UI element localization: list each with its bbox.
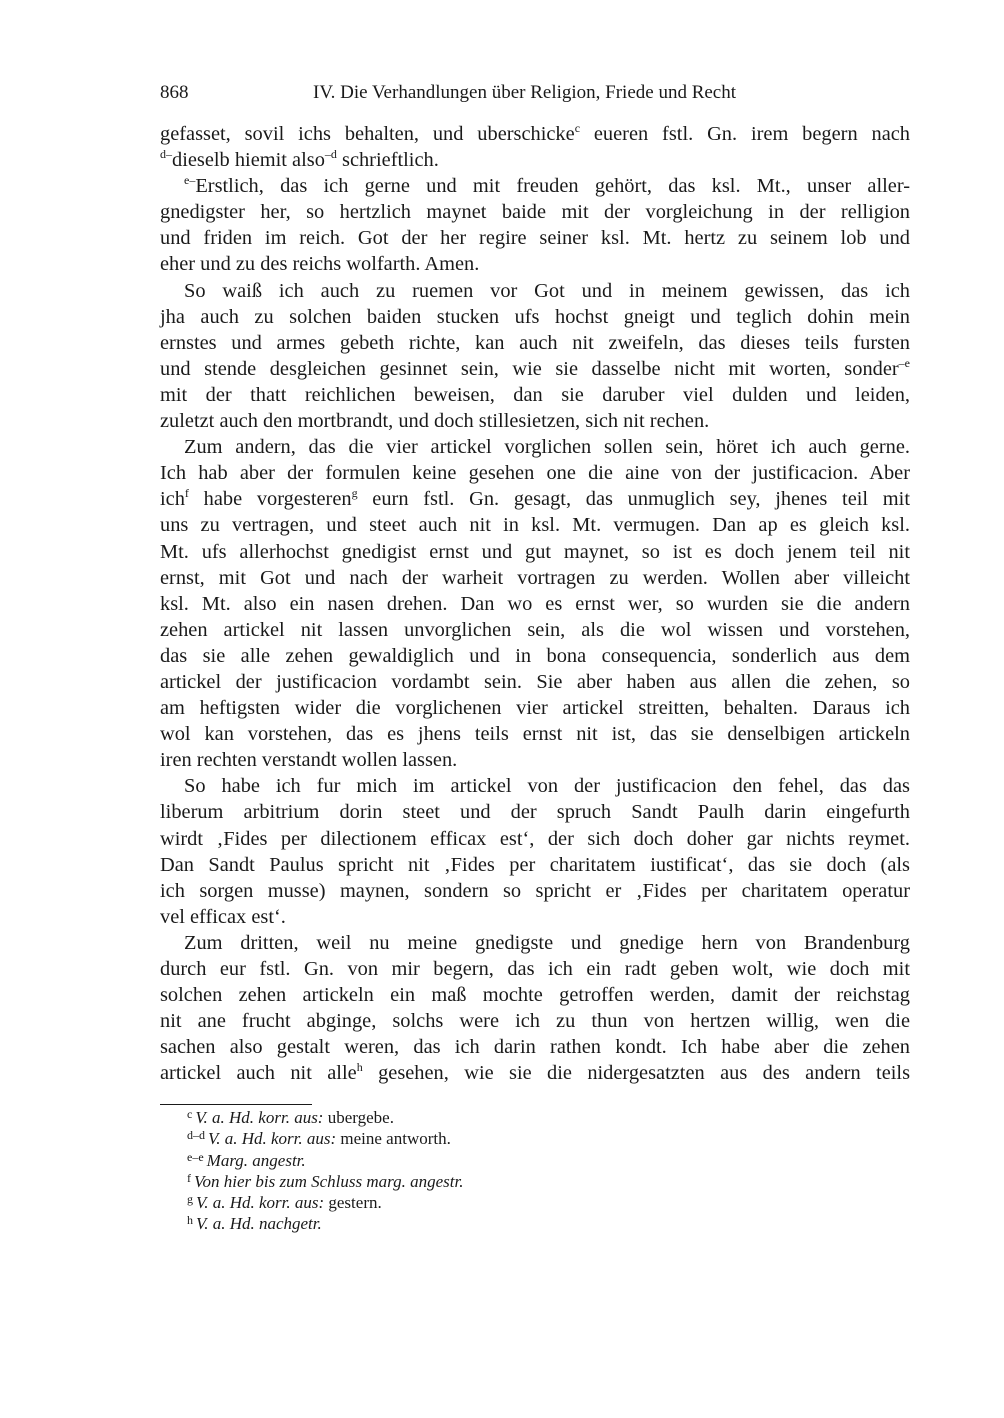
text-segment: ich sorgen musse) maynen, sondern so spricht er ‚Fides per charitatem operatur: [160, 879, 910, 902]
text-line: [160, 878, 910, 904]
footnote-marker: h: [356, 1060, 363, 1075]
text-segment: ernstes und armes gebeth richte, kan auch nit zweifeln, das dieses teils fursten: [160, 331, 910, 354]
footnote-mark: e–e: [187, 1149, 204, 1164]
text-line: [160, 799, 910, 825]
footnote-marker: –e: [898, 355, 910, 370]
footnote-roman-text: meine antworth.: [336, 1129, 451, 1149]
footnote-marker: g: [351, 486, 358, 501]
text-line: [160, 1008, 910, 1034]
footnote-marker: c: [574, 121, 581, 135]
text-line: [160, 669, 910, 695]
text-line: [160, 382, 910, 408]
text-line: [160, 225, 910, 251]
text-segment: gesehen, wie sie die nidergesatzten aus des andern teils: [362, 1062, 911, 1085]
footnote-italic-text: V. a. Hd. korr. aus:: [208, 1129, 337, 1149]
text-segment: und stende desgleichen gesinnet sein, wie sie dasselbe nicht mit worten, sonder: [160, 357, 899, 380]
footnote: [187, 1193, 464, 1214]
text-line: [160, 773, 910, 799]
text-segment: dieselb hiemit also: [172, 149, 325, 172]
text-segment: gnedigster her, so hertzlich maynet baide mit der vorgleichung in der relligion: [160, 201, 910, 224]
footnote: [187, 1151, 464, 1172]
footnote-roman-text: gestern.: [324, 1193, 382, 1213]
text-segment: jha auch zu solchen baiden stucken ufs hochst gneigt und teglich dohin mein: [160, 305, 910, 328]
footnote-mark: g: [187, 1192, 193, 1207]
text-line: [160, 982, 910, 1008]
text-segment: mit der thatt reichlichen beweisen, dan sie daruber viel dulden und leiden,: [160, 383, 910, 406]
footnote: [187, 1108, 464, 1129]
text-line: [160, 956, 910, 982]
footnote-italic-text: V. a. Hd. korr. aus:: [196, 1193, 325, 1213]
text-segment: sachen also gestalt weren, das ich darin rathen kondt. Ich habe aber die zehen: [160, 1036, 910, 1059]
text-segment: eueren fstl. Gn. irem begern nach: [580, 123, 910, 145]
text-line: [160, 565, 910, 591]
text-segment: artickel auch nit alle: [160, 1062, 357, 1085]
text-segment: ich: [160, 488, 185, 511]
text-line: [160, 121, 910, 147]
text-line: [160, 617, 910, 643]
footnote-italic-text: Marg. angestr.: [206, 1150, 306, 1170]
text-segment: liberum arbitrium dorin steet und der spruch Sandt Paulh darin eingefurth: [160, 801, 910, 824]
footnote-marker: e–: [184, 173, 196, 188]
text-line: [160, 1034, 910, 1060]
text-segment: nit ane frucht abginge, solchs were ich zu thun von hertzen willig, wen die: [160, 1010, 910, 1033]
text-segment: uns zu vertragen, und steet auch nit in ksl. Mt. vermugen. Dan ap es gleich ksl.: [160, 514, 910, 537]
text-segment: Ich hab aber der formulen keine gesehen one die aine von der justificacion. Aber: [160, 462, 910, 485]
text-line: [160, 356, 910, 382]
text-segment: Zum dritten, weil nu meine gnedigste und gnedige hern von Brandenburg: [184, 931, 910, 954]
text-segment: artickel der justificacion vordambt sein. Sie aber haben aus allen die zehen, so: [160, 670, 910, 693]
text-segment: zuletzt auch den mortbrandt, und doch stillesietzen, sich nit rechen.: [160, 410, 710, 433]
text-segment: Zum andern, das die vier artickel vorglichen sollen sein, höret ich auch gerne.: [184, 436, 910, 459]
footnote-marker: f: [184, 486, 189, 501]
footnote-mark: h: [187, 1213, 193, 1228]
text-line: [160, 695, 910, 721]
text-line: [160, 147, 910, 173]
text-line: [160, 904, 910, 930]
text-segment: iren rechten verstandt wollen lassen.: [160, 749, 458, 772]
footnote-mark: c: [187, 1107, 193, 1121]
text-line: [160, 643, 910, 669]
text-segment: das sie alle zehen gewaldiglich und in bona consequencia, sonderlich aus dem: [160, 644, 910, 667]
text-segment: vel efficax est‘.: [160, 905, 286, 928]
footnote-italic-text: Von hier bis zum Schluss marg. angestr.: [194, 1171, 464, 1191]
text-segment: ernst, mit Got und nach der warheit vortragen zu werden. Wollen aber villeicht: [160, 566, 910, 589]
text-line: [160, 460, 910, 486]
text-line: [160, 539, 910, 565]
text-line: [160, 747, 910, 773]
footnote-mark: d–d: [187, 1128, 205, 1143]
page-number: 868: [160, 82, 189, 103]
text-segment: durch eur fstl. Gn. von mir begern, das ich ein radt geben wolt, wie doch mit: [160, 958, 910, 980]
text-line: [160, 304, 910, 330]
running-title: IV. Die Verhandlungen über Religion, Friede und Recht: [313, 82, 737, 103]
footnote: [187, 1172, 464, 1193]
text-segment: schrieftlich.: [336, 149, 439, 172]
text-line: [160, 199, 910, 225]
footnotes: [187, 1108, 464, 1236]
text-line: [160, 512, 910, 538]
text-segment: eurn fstl. Gn. gesagt, das unmuglich sey, jhenes teil mit: [357, 488, 911, 511]
text-line: [160, 721, 910, 747]
text-segment: Dan Sandt Paulus spricht nit ‚Fides per charitatem iustificat‘, das sie doch (als: [160, 853, 910, 876]
text-segment: So waiß ich auch zu ruemen vor Got und in meinem gewissen, das ich: [184, 279, 910, 302]
text-segment: am heftigsten wider die vorglichenen vier artickel streitten, behalten. Daraus ich: [160, 697, 910, 720]
footnote: [187, 1214, 464, 1235]
text-line: [160, 486, 910, 512]
text-line: [160, 173, 910, 199]
text-segment: ksl. Mt. also ein nasen drehen. Dan wo es ernst wer, so wurden sie die andern: [160, 592, 910, 615]
footnote-divider: [160, 1104, 312, 1105]
text-segment: solchen zehen artickeln ein maß mochte getroffen werden, damit der reichstag: [160, 984, 910, 1007]
text-line: [160, 852, 910, 878]
footnote-mark: f: [187, 1170, 191, 1185]
text-line: [160, 330, 910, 356]
footnote-roman-text: ubergebe.: [323, 1108, 394, 1127]
text-segment: und friden im reich. Got der her regire seiner ksl. Mt. hertz zu seinem lob und: [160, 227, 910, 250]
footnote-italic-text: V. a. Hd. nachgetr.: [196, 1214, 322, 1234]
footnote-marker: d–: [160, 147, 172, 162]
text-segment: habe vorgesteren: [188, 488, 352, 511]
text-line: [160, 930, 910, 956]
text-line: [160, 408, 910, 434]
text-line: [160, 251, 910, 277]
footnote-marker: –d: [324, 147, 337, 162]
text-segment: wirdt ‚Fides per dilectionem efficax est‘, der sich doch doher gar nichts reymet.: [160, 827, 910, 850]
text-segment: zehen artickel nit lassen unvorglichen sein, als die wol wissen und vorstehen,: [160, 618, 910, 641]
text-segment: Erstlich, das ich gerne und mit freuden gehört, das ksl. Mt., unser aller-: [195, 175, 910, 198]
text-segment: So habe ich fur mich im artickel von der justificacion den fehel, das das: [184, 775, 910, 798]
text-segment: eher und zu des reichs wolfarth. Amen.: [160, 253, 480, 276]
text-line: [160, 434, 910, 460]
running-head: [160, 80, 910, 106]
footnote-italic-text: V. a. Hd. korr. aus:: [195, 1108, 324, 1127]
text-segment: Mt. ufs allerhochst gnedigist ernst und gut maynet, so ist es doch jenem teil nit: [160, 540, 910, 563]
text-line: [160, 826, 910, 852]
text-segment: wol kan vorstehen, das es jhens teils ernst nit ist, das sie denselbigen artickeln: [160, 723, 910, 746]
body-text: [160, 121, 910, 1086]
footnote: [187, 1129, 464, 1150]
text-line: [160, 1060, 910, 1086]
text-segment: gefasset, sovil ichs behalten, und uberschicke: [160, 123, 575, 145]
text-line: [160, 278, 910, 304]
text-line: [160, 591, 910, 617]
